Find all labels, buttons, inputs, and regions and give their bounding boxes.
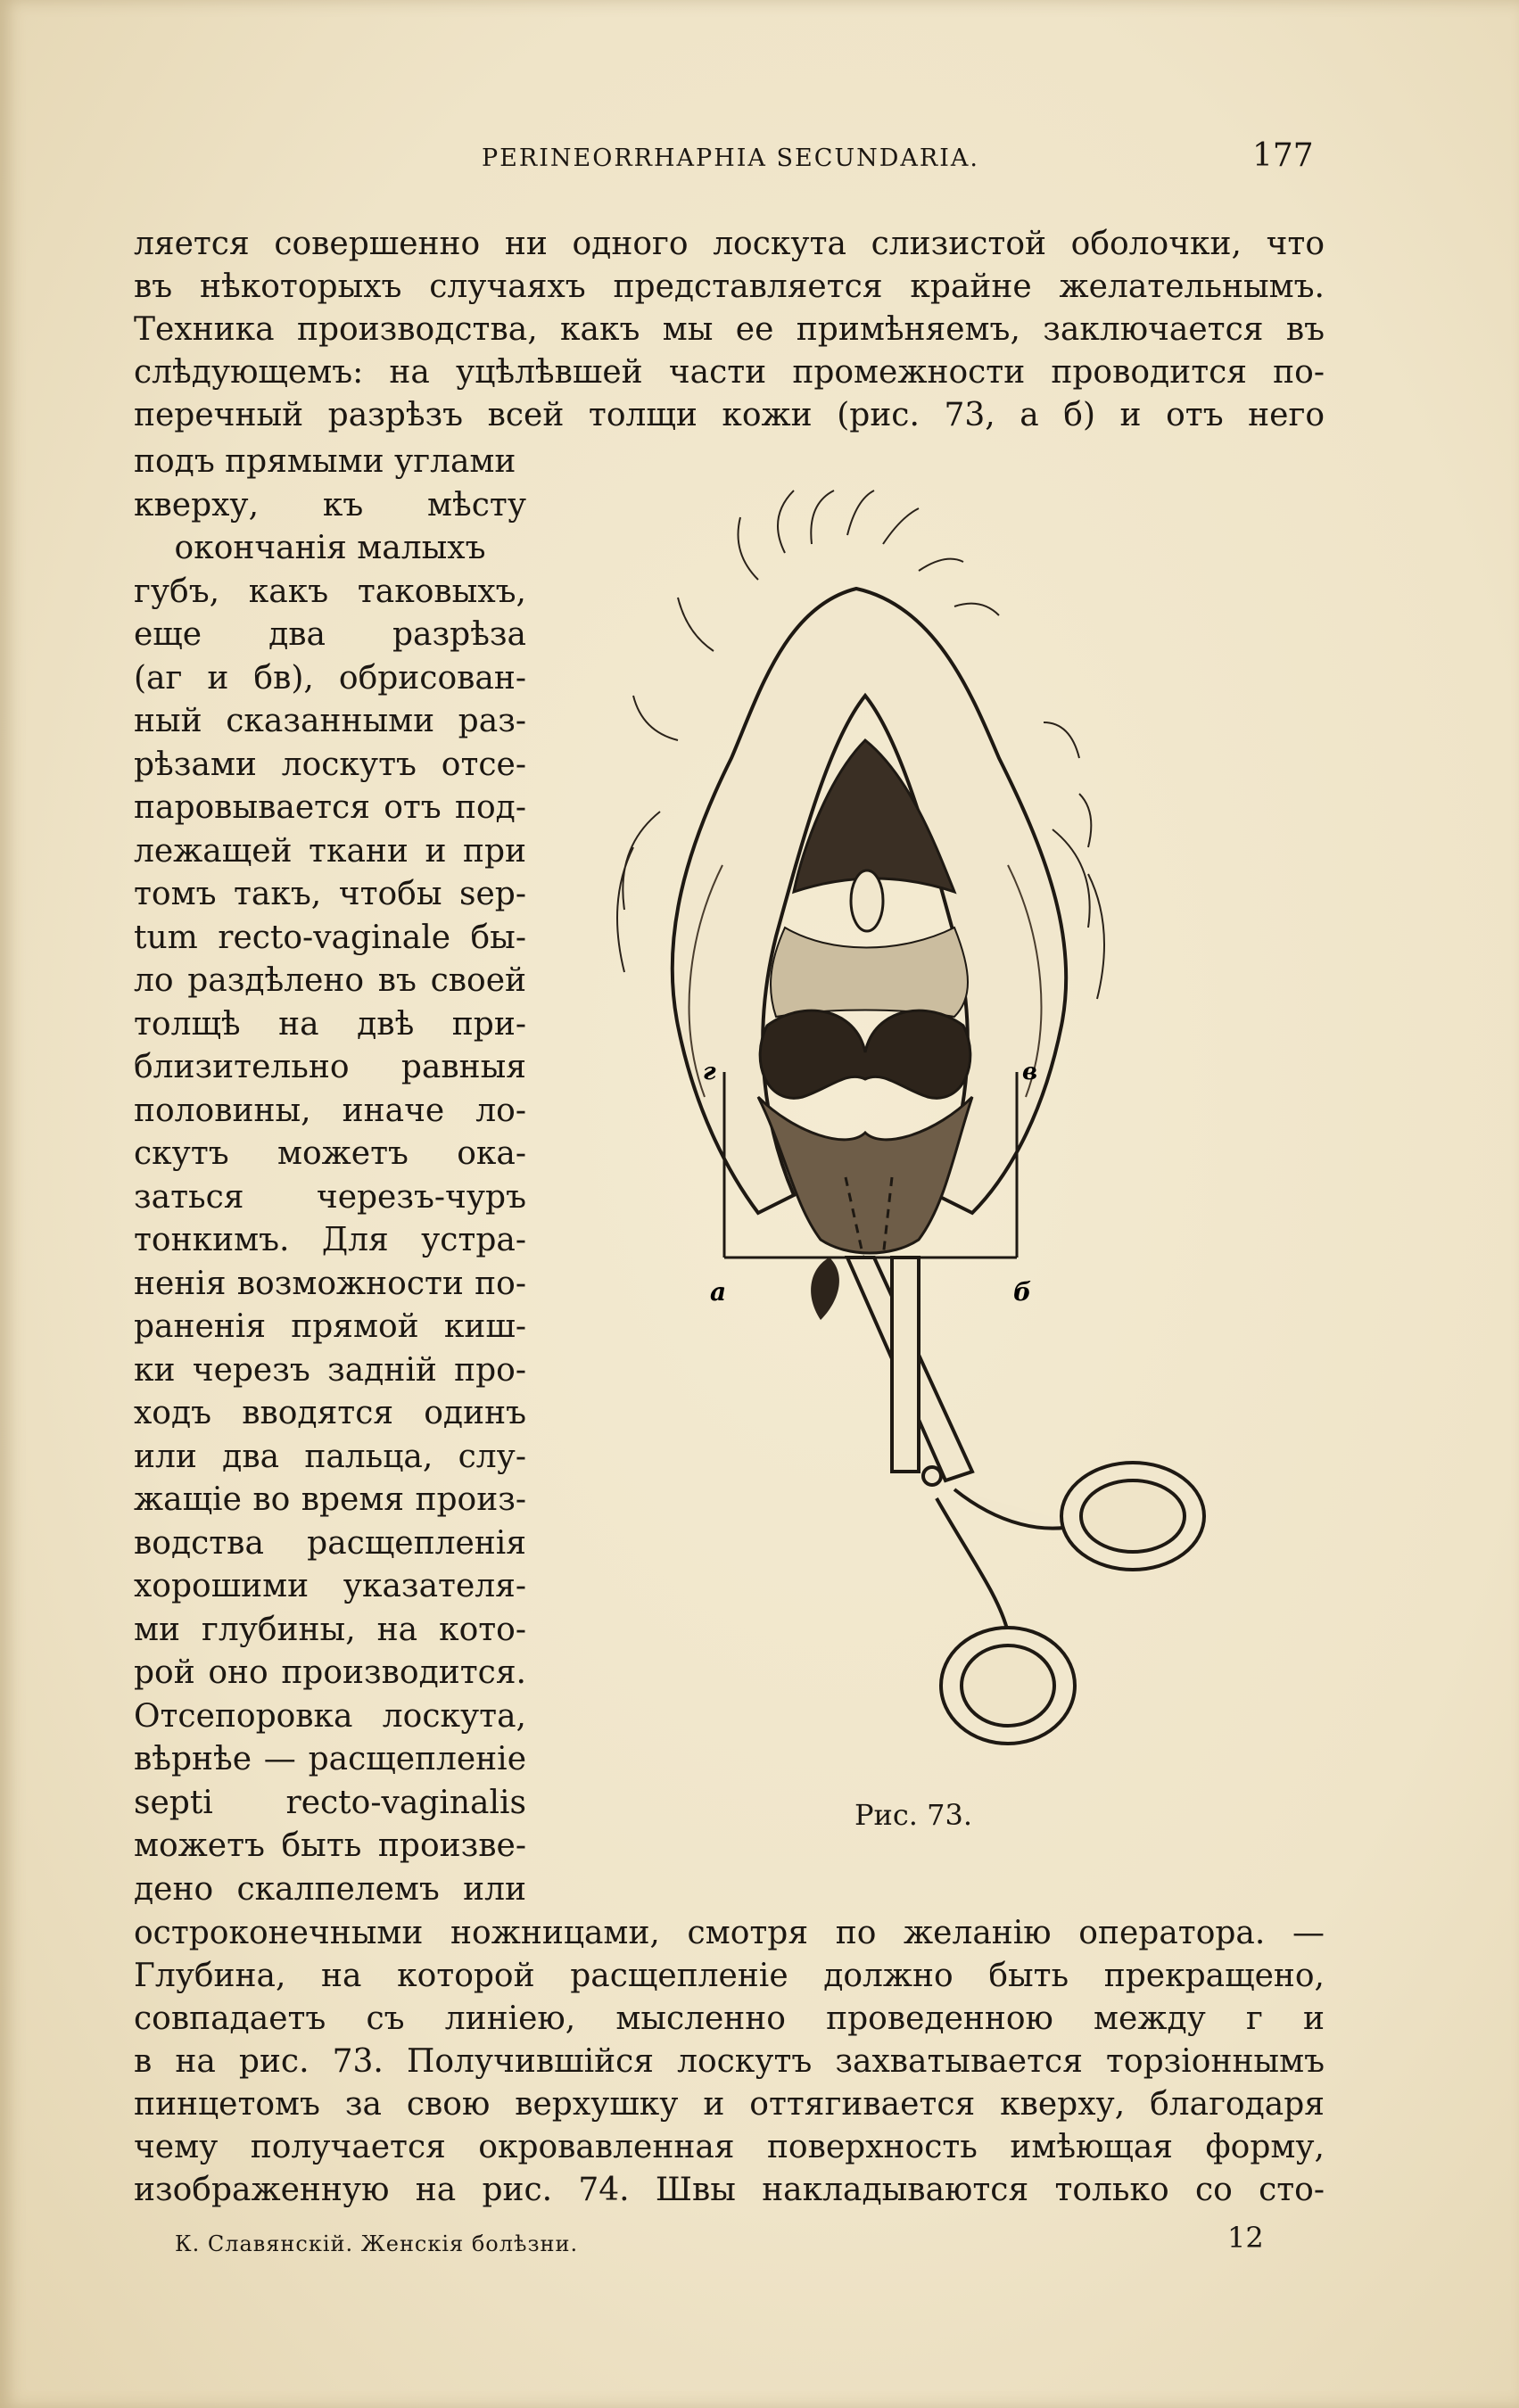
anus-tuft [811,1258,839,1320]
column-line: ненія возможности по- [134,1266,526,1302]
text-line: перечный разрѣзъ всей толщи кожи (рис. 73, а б) и отъ него [134,397,1325,433]
folded-tissue [771,928,968,1017]
scissors [847,1258,1204,1744]
label-b: б [1013,1277,1032,1307]
column-line: половины, иначе ло- [134,1093,526,1129]
label-g: г [703,1059,716,1085]
text-line: остроконечными ножницами, смотря по желанію оператора. — [134,1915,1325,1951]
column-line: рой оно производится. [134,1654,526,1691]
text-line: въ нѣкоторыхъ случаяхъ представляется крайне желательнымъ. [134,268,1325,305]
column-line: (аг и бв), обрисован- [134,660,526,697]
column-line: близительно равныя [134,1049,526,1085]
column-line: ный сказанными раз- [134,703,526,739]
column-line: septi recto-vaginalis [134,1785,526,1821]
column-line: губъ, какъ таковыхъ, [134,573,526,610]
column-line: подъ прямыми углами [134,443,516,480]
column-line: ло раздѣлено въ своей [134,962,526,999]
column-line: водства расщепленія [134,1525,526,1562]
signature-mark: 12 [1227,2221,1264,2255]
column-line: тонкимъ. Для устра- [134,1222,526,1258]
column-line: лежащей ткани и при [134,833,526,870]
label-v: в [1022,1059,1038,1085]
column-line: окончанія малыхъ [174,530,486,566]
running-title: PERINEORRHAPHIA SECUNDARIA. [482,144,979,172]
column-line: или два пальца, слу- [134,1439,526,1475]
column-line: раненія прямой киш- [134,1308,526,1345]
text-line: Глубина, на которой расщепленіе должно быть прекращено, [134,1958,1325,1994]
column-line: рѣзами лоскутъ отсе- [134,746,526,783]
orifice [851,870,883,931]
text-line: пинцетомъ за свою верхушку и оттягивается кверху, благодаря [134,2086,1325,2123]
column-line: жащіе во время произ- [134,1481,526,1518]
column-line: хорошими указателя- [134,1568,526,1604]
text-line: слѣдующемъ: на уцѣлѣвшей части промежности проводится по- [134,354,1325,391]
column-line: tum recto-vaginale бы- [134,919,526,956]
figure-caption: Рис. 73. [854,1798,973,1832]
figure-73 [580,473,1320,1828]
footer-author-title: К. Славянскій. Женскія болѣзни. [175,2231,579,2256]
column-line: ходъ вводятся одинъ [134,1395,526,1431]
column-line: скутъ можетъ ока- [134,1135,526,1172]
column-line: заться черезъ-чуръ [134,1179,526,1216]
wound-surface [758,1097,972,1253]
column-line: ки черезъ задній про- [134,1352,526,1389]
text-line: совпадаетъ съ линіею, мысленно проведенною между г и [134,2000,1325,2037]
text-line: изображенную на рис. 74. Швы накладываются только со сто- [134,2172,1325,2208]
column-line: томъ такъ, чтобы sep- [134,876,526,912]
column-line: дено скалпелемъ или [134,1871,526,1908]
column-line: кверху, къ мѣсту [134,487,526,524]
column-line: Отсепоровка лоскута, [134,1698,526,1735]
anatomical-illustration [580,473,1320,1828]
text-line: ляется совершенно ни одного лоскута слизистой оболочки, что [134,226,1325,262]
text-line: чему получается окровавленная поверхность имѣющая форму, [134,2129,1325,2165]
page-number: 177 [1252,137,1314,174]
column-line: еще два разрѣза [134,616,526,653]
text-line: в на рис. 73. Получившійся лоскутъ захватывается торзіоннымъ [134,2043,1325,2080]
text-line: Техника производства, какъ мы ее примѣняемъ, заключается въ [134,311,1325,348]
label-a: а [710,1277,727,1307]
column-line: можетъ быть произве- [134,1827,526,1864]
column-line: толщѣ на двѣ при- [134,1006,526,1043]
dark-flap [760,1010,970,1098]
running-head [0,137,1519,177]
column-line: вѣрнѣе — расщепленіе [134,1741,526,1777]
column-line: ми глубины, на кото- [134,1612,526,1648]
column-line: паровывается отъ под- [134,789,526,826]
